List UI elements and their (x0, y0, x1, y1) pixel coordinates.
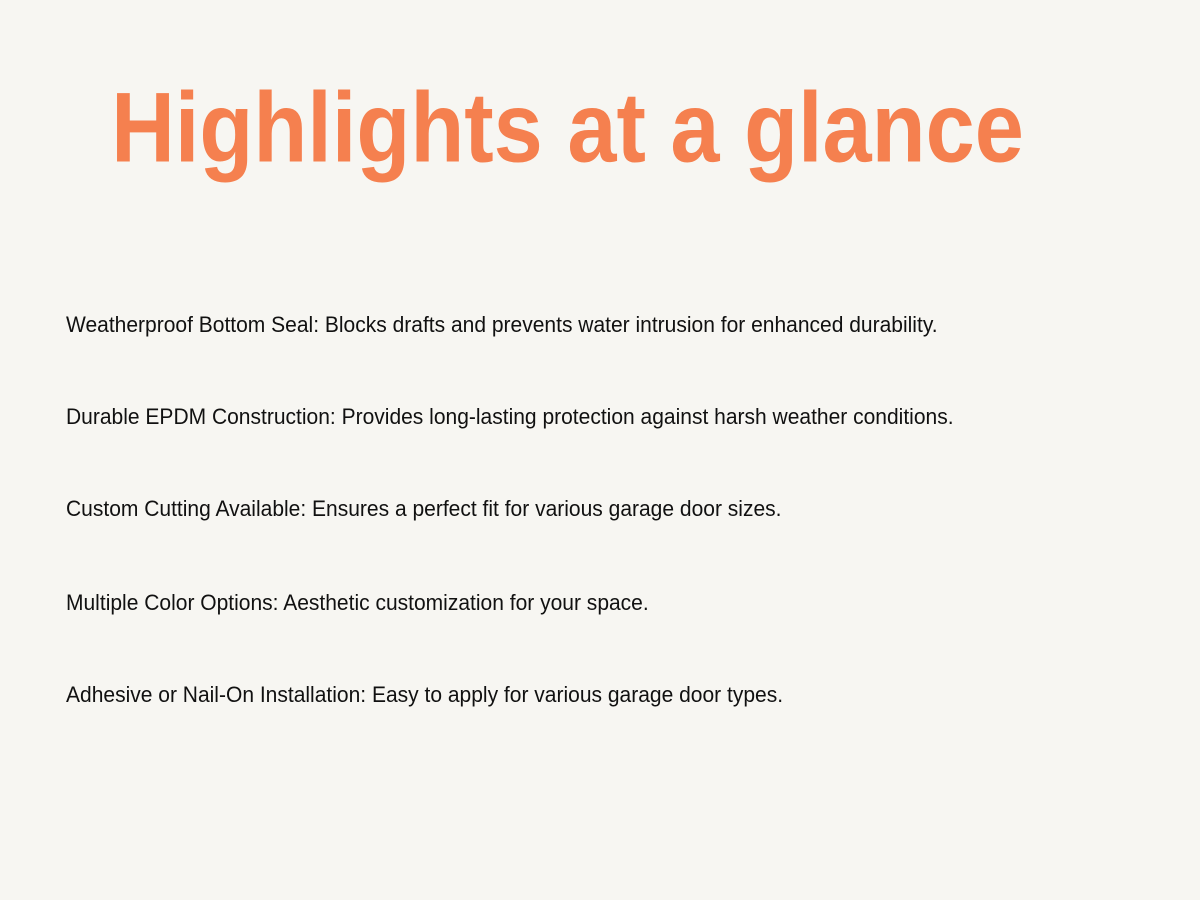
highlight-item-installation: Adhesive or Nail-On Installation: Easy to apply for various garage door types. (66, 682, 784, 707)
highlight-item-weatherproof-seal: Weatherproof Bottom Seal: Blocks drafts and prevents water intrusion for enhanced durability. (66, 312, 938, 337)
highlight-item-custom-cutting: Custom Cutting Available: Ensures a perfect fit for various garage door sizes. (66, 496, 782, 521)
highlight-item-color-options: Multiple Color Options: Aesthetic customization for your space. (66, 590, 649, 615)
page-title: Highlights at a glance (111, 72, 1024, 184)
highlight-item-epdm-construction: Durable EPDM Construction: Provides long-lasting protection against harsh weather conditions. (66, 404, 954, 429)
